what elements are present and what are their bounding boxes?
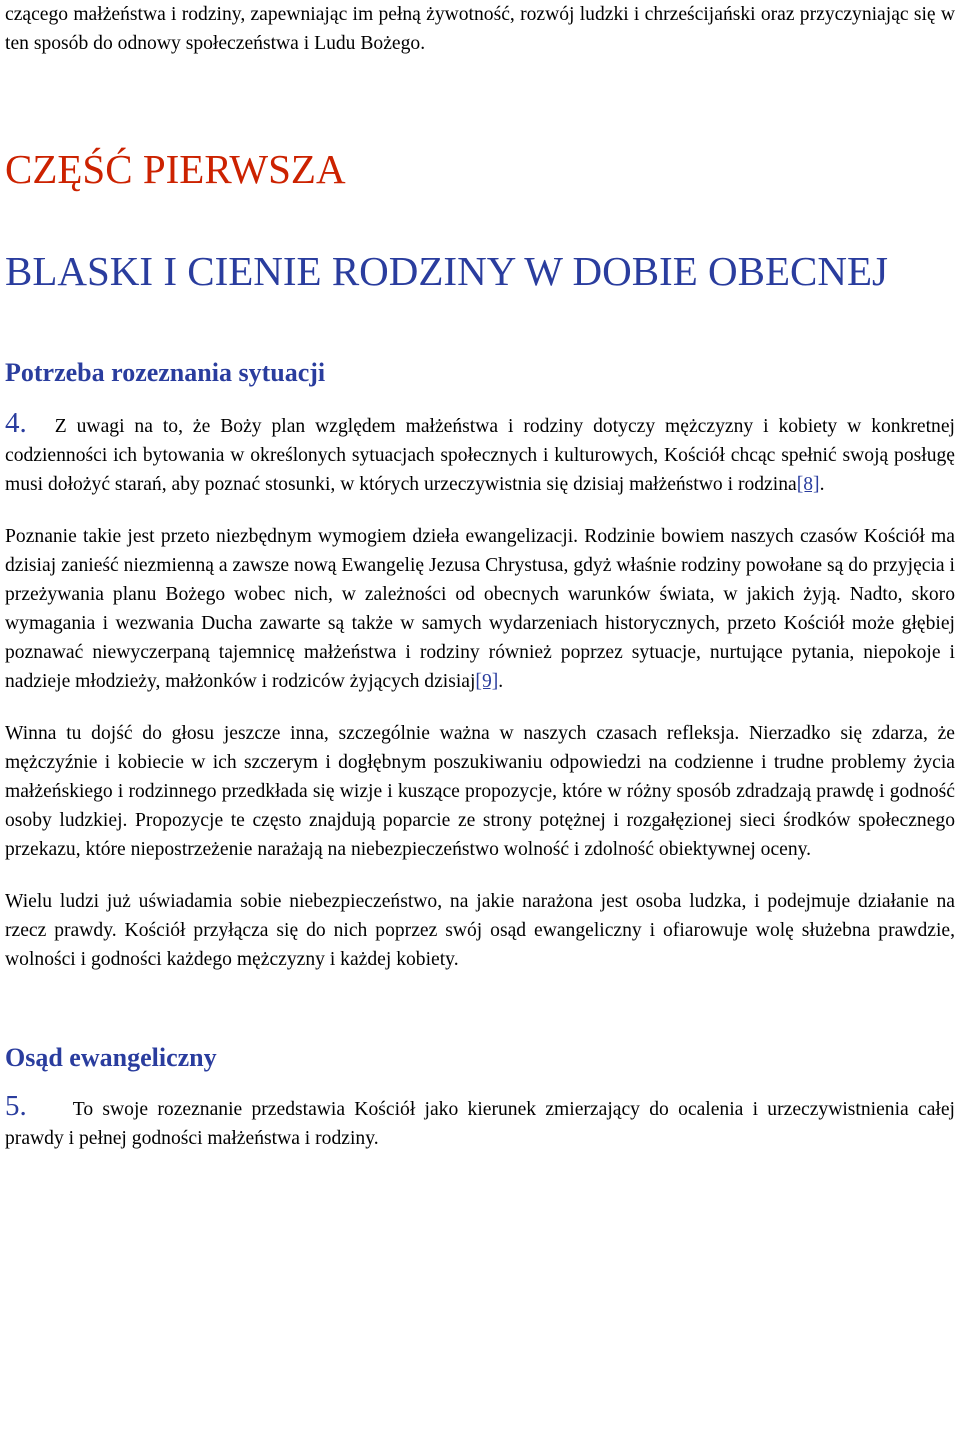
paragraph-number-5: 5.: [5, 1090, 27, 1122]
paragraph-number-4: 4.: [5, 407, 27, 439]
paragraph-4-second-end: .: [498, 671, 504, 692]
footnote-link-9[interactable]: [9]: [475, 671, 499, 692]
paragraph-4-text: Z uwagi na to, że Boży plan względem małżeństwa i rodziny dotyczy mężczyzny i kobiety w konkretnej codzienności ich bytowania w określonych sytuacjach społecznych i kulturowych, Kościół chcąc spełnić swoją posługę musi dołożyć starań, aby poznać stosunki, w których urzeczywistnia się dzisiaj małżeństwo i rodzina: [5, 416, 955, 495]
paragraph-5-text: To swoje rozeznanie przedstawia Kościół jako kierunek zmierzający do ocalenia i urzeczywistnienia całej prawdy i pełnej godności małżeństwa i rodziny.: [5, 1099, 955, 1149]
paragraph-4-first: [5, 409, 955, 499]
part-title: BLASKI I CIENIE RODZINY W DOBIE OBECNEJ: [5, 248, 888, 294]
paragraph-4-second-text: Poznanie takie jest przeto niezbędnym wymogiem dzieła ewangelizacji. Rodzinie bowiem naszych czasów Kościół ma dzisiaj zanieść niezmienną a zawsze nową Ewangelię Jezusa Chrystusa, gdyż właśnie rodziny powołane są do przyjęcia i przeżywania planu Bożego wobec nich, w zależności od obecnych warunków świata, w jakich żyją. Nadto, skoro wymagania i wezwania Ducha zawarte są także w samych wydarzeniach historycznych, przeto Kościół może głębiej poznawać niewyczerpaną tajemnicę małżeństwa i rodziny również poprzez sytuacje, nurtujące pytania, niepokoje i nadzieje młodzieży, małżonków i rodziców żyjących dzisiaj: [5, 526, 955, 692]
footnote-link-8[interactable]: [8]: [796, 474, 820, 495]
paragraph-4-fourth: Wielu ludzi już uświadamia sobie niebezpieczeństwo, na jakie narażona jest osoba ludzka, i podejmuje działanie na rzecz prawdy. Kościół przyłącza się do nich poprzez swój osąd ewangeliczny i ofiarowuje wolę służebna prawdzie, wolności i godności każdego mężczyzny i każdej kobiety.: [5, 891, 955, 970]
intro-paragraph: czącego małżeństwa i rodziny, zapewniając im pełną żywotność, rozwój ludzki i chrześcijański oraz przyczyniając się w ten sposób do odnowy społeczeństwa i Ludu Bożego.: [5, 4, 955, 54]
section-heading-osad: Osąd ewangeliczny: [5, 1043, 217, 1072]
part-label: CZĘŚĆ PIERWSZA: [5, 146, 346, 192]
section-heading-rozeznanie: Potrzeba rozeznania sytuacji: [5, 358, 326, 387]
paragraph-4-third: Winna tu dojść do głosu jeszcze inna, szczególnie ważna w naszych czasach refleksja. Nierzadko się zdarza, że mężczyźnie i kobiecie w ich szczerym i dogłębnym poszukiwaniu odpowiedzi na codzienne i trudne problemy życia małżeńskiego i rodzinnego przedkłada się wizje i kuszące propozycje, które w różny sposób zdradzają prawdę i godność osoby ludzkiej. Propozycje te często znajdują poparcie ze strony potężnej i rozgałęzionej sieci środków społecznego przekazu, które niepostrzeżenie narażają na niebezpieczeństwo wolność i zdolność obiektywnej oceny.: [5, 723, 955, 860]
document-page: [5, 0, 955, 1153]
paragraph-4-end: .: [819, 474, 825, 495]
paragraph-5: [5, 1092, 955, 1153]
paragraph-4-second: [5, 522, 955, 696]
